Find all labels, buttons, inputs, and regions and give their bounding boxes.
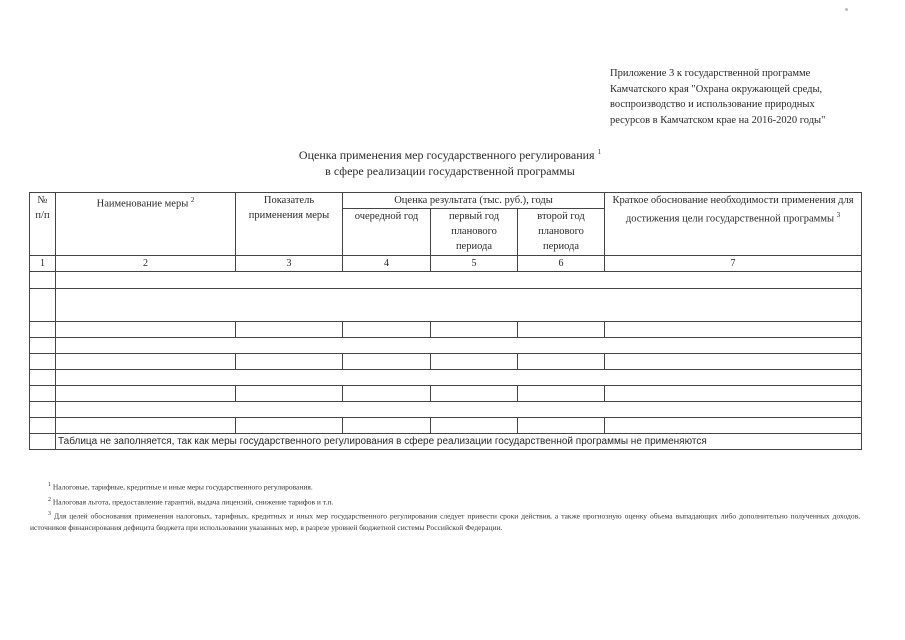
table-cell [56,386,236,402]
table-cell [343,386,431,402]
column-number: 2 [56,256,236,272]
table-cell [343,322,431,338]
footnote-text: Налоговая льгота, предоставление гарантий, выдача лицензий, снижение тарифов и т.п. [52,497,334,506]
appendix-line: Приложение 3 к государственной программе [610,68,811,79]
column-number: 5 [431,256,518,272]
header-year-second: второй год планового периода [518,209,605,256]
footnote [30,495,860,508]
table-cell [236,354,343,370]
table-cell [605,322,862,338]
table-cell [30,370,56,386]
section-row [30,338,862,354]
table-cell [431,418,518,434]
appendix-line: воспроизводство и использование природных [610,99,815,110]
table-cell [30,418,56,434]
table-cell [518,386,605,402]
table-cell [236,322,343,338]
document-title [230,145,670,179]
table-cell [605,418,862,434]
table-cell [30,338,56,354]
table-cell [605,386,862,402]
column-number: 4 [343,256,431,272]
footnote-mark: 1 [48,482,51,488]
section-row [30,370,862,386]
table-cell [518,322,605,338]
title-footnote-mark: 1 [597,148,602,156]
table-cell [236,418,343,434]
header-name-sup: 2 [190,196,195,204]
footnote-text: Для целей обоснования применения налоговых, тарифных, кредитных и иных мер государственного регулирования следует привести сроки действия, а также прогнозную оценку объема выпадающих либо дополнительно полученных доходов, источников финансирования дефицита бюджета при использовании указанных мер, в разрезе уровней бюджетной системы Российской Федерации. [30,511,861,532]
table-cell [56,418,236,434]
table-cell [30,272,56,289]
table-cell [518,354,605,370]
title-line-1 [230,145,670,164]
table-cell [30,354,56,370]
table-cell [431,322,518,338]
table-cell [431,354,518,370]
section-row [30,272,862,289]
table-cell [343,418,431,434]
table-cell [30,386,56,402]
footnote [30,480,860,493]
table-row [30,418,862,434]
measures-table [29,192,862,450]
header-justification [605,193,862,256]
table-row [30,386,862,402]
table-cell [343,354,431,370]
table-row [30,354,862,370]
scan-dot [845,8,848,11]
header-year-first: первый год планового периода [431,209,518,256]
header-row-1 [30,193,862,209]
table-cell [431,386,518,402]
header-name [56,193,236,256]
table-cell [56,289,862,322]
table-cell [30,434,56,450]
title-line-2: в сфере реализации государственной программы [325,163,575,178]
footnote-mark: 3 [48,511,51,517]
table-cell [236,386,343,402]
section-row [30,289,862,322]
title-line-1-text: Оценка применения мер государственного регулирования [298,148,595,162]
table-cell [30,322,56,338]
header-justification-sup: 3 [836,211,841,219]
section-row [30,402,862,418]
table-note: Таблица не заполняется, так как меры государственного регулирования в сфере реализации государственной программы не применяются [56,434,862,450]
column-number: 3 [236,256,343,272]
note-row [30,434,862,450]
column-numbers-row [30,256,862,272]
header-year-current: очередной год [343,209,431,256]
table-cell [56,322,236,338]
table-cell [56,272,862,289]
header-name-text: Наименование меры [96,198,189,210]
footnote-text: Налоговые, тарифные, кредитные и иные меры государственного регулирования. [52,482,313,492]
table-cell [518,418,605,434]
table-cell [56,402,862,418]
appendix-header [610,66,890,128]
footnotes [30,480,860,535]
header-justification-text: Краткое обоснование необходимости применения для достижения цели государственной программы [612,195,854,225]
column-number: 7 [605,256,862,272]
appendix-line: Камчатского края "Охрана окружающей среды, [610,83,823,95]
header-indicator: Показатель применения меры [236,193,343,256]
header-num: № п/п [30,193,56,256]
table-cell [30,289,56,322]
table-cell [56,338,862,354]
table-cell [30,402,56,418]
footnote-mark: 2 [48,496,51,503]
header-estimate-group: Оценка результата (тыс. руб.), годы [343,193,605,209]
column-number: 1 [30,256,56,272]
table-cell [56,354,236,370]
footnote [30,509,860,533]
table-row [30,322,862,338]
column-number: 6 [518,256,605,272]
table-cell [56,370,862,386]
table-cell [605,354,862,370]
appendix-line: ресурсов в Камчатском крае на 2016-2020 годы" [610,114,826,126]
